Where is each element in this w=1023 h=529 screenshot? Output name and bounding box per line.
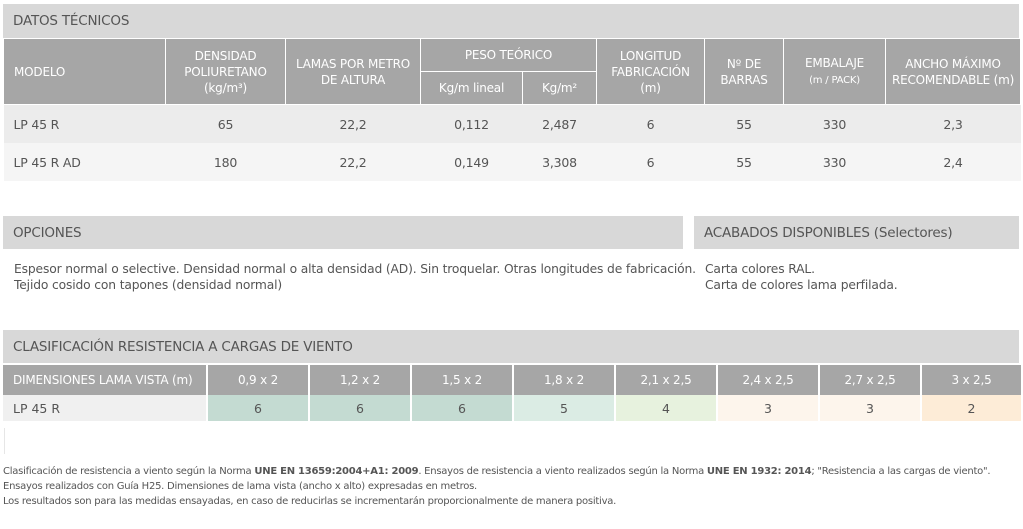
- cell-kg-lineal: 0,112: [421, 105, 523, 144]
- col-modelo: MODELO: [4, 39, 166, 105]
- divider: [4, 428, 5, 454]
- col-densidad: DENSIDAD POLIURETANO (kg/m³): [166, 39, 286, 105]
- options-text: [14, 261, 696, 293]
- wind-class-cell: 2: [921, 395, 1021, 421]
- wind-title: CLASIFICACIÓN RESISTENCIA A CARGAS DE VIENTO: [13, 338, 353, 355]
- col-lamas: LAMAS POR METRO DE ALTURA: [286, 39, 421, 105]
- footnote-standard: UNE EN 1932: 2014: [706, 466, 812, 477]
- wind-dimension: 1,8 x 2: [513, 365, 615, 395]
- cell-barras: 55: [705, 143, 784, 181]
- cell-embalaje: 330: [784, 105, 886, 144]
- table-row: [4, 143, 1021, 181]
- table-row: [4, 105, 1021, 144]
- wind-dimension: 1,2 x 2: [309, 365, 411, 395]
- embalaje-label: EMBALAJE: [804, 55, 865, 70]
- wind-class-cell: 3: [819, 395, 921, 421]
- table-row: [3, 395, 1021, 421]
- tech-table: [3, 38, 1021, 181]
- col-peso: PESO TEÓRICO: [421, 39, 597, 72]
- wind-class-cell: 4: [615, 395, 717, 421]
- footnotes: [3, 464, 990, 509]
- col-ancho: ANCHO MÁXIMO RECOMENDABLE (m): [886, 39, 1021, 105]
- wind-section-title: [3, 330, 1019, 363]
- footnote-line: Ensayos realizados con Guía H25. Dimensiones de lama vista (ancho x alto) expresadas en metros.: [3, 481, 477, 492]
- finishes-text: [705, 261, 898, 293]
- cell-lamas: 22,2: [286, 105, 421, 144]
- cell-densidad: 65: [166, 105, 286, 144]
- footnote-line: [3, 464, 990, 479]
- finishes-section-title: [694, 216, 1019, 249]
- col-longitud: LONGITUD FABRICACIÓN (m): [597, 39, 705, 105]
- footnote-text: . Ensayos de resistencia a viento realizados según la Norma: [418, 466, 707, 477]
- col-embalaje: [784, 39, 886, 105]
- cell-densidad: 180: [166, 143, 286, 181]
- cell-longitud: 6: [597, 143, 705, 181]
- wind-class-cell: 6: [309, 395, 411, 421]
- col-kg-m2: Kg/m²: [523, 72, 597, 105]
- footnote-standard: UNE EN 13659:2004+A1: 2009: [254, 466, 419, 477]
- wind-class-cell: 6: [207, 395, 309, 421]
- wind-row-label: LP 45 R: [3, 395, 207, 421]
- cell-longitud: 6: [597, 105, 705, 144]
- wind-dimension: 0,9 x 2: [207, 365, 309, 395]
- wind-class-cell: 6: [411, 395, 513, 421]
- wind-dimension: 2,7 x 2,5: [819, 365, 921, 395]
- cell-kg-m2: 3,308: [523, 143, 597, 181]
- cell-kg-lineal: 0,149: [421, 143, 523, 181]
- cell-barras: 55: [705, 105, 784, 144]
- wind-table: [3, 365, 1021, 421]
- options-line: Espesor normal o selective. Densidad normal o alta densidad (AD). Sin troquelar. Otras longitudes de fabricación.: [14, 262, 696, 276]
- footnote-text: Clasificación de resistencia a viento según la Norma: [3, 466, 255, 477]
- cell-ancho: 2,4: [886, 143, 1021, 181]
- footnote-line: Los resultados son para las medidas ensayadas, en caso de reducirlas se incrementarán proporcionalmente de manera positiva.: [3, 496, 617, 507]
- options-title: OPCIONES: [13, 224, 82, 241]
- tech-section-title: [3, 4, 1019, 38]
- finishes-title: ACABADOS DISPONIBLES (Selectores): [704, 224, 953, 241]
- wind-dimension: 3 x 2,5: [921, 365, 1021, 395]
- cell-kg-m2: 2,487: [523, 105, 597, 144]
- cell-lamas: 22,2: [286, 143, 421, 181]
- embalaje-unit: (m / PACK): [809, 74, 860, 86]
- cell-ancho: 2,3: [886, 105, 1021, 144]
- col-kg-lineal: Kg/m lineal: [421, 72, 523, 105]
- col-barras: Nº DE BARRAS: [705, 39, 784, 105]
- options-section-title: [3, 216, 683, 249]
- wind-dimension: 1,5 x 2: [411, 365, 513, 395]
- footnote-text: ; "Resistencia a las cargas de viento".: [811, 466, 991, 477]
- finishes-line: Carta de colores lama perfilada.: [705, 278, 898, 292]
- cell-modelo: LP 45 R: [4, 105, 166, 144]
- cell-embalaje: 330: [784, 143, 886, 181]
- wind-dimension: 2,1 x 2,5: [615, 365, 717, 395]
- wind-dimension: 2,4 x 2,5: [717, 365, 819, 395]
- options-line: Tejido cosido con tapones (densidad normal): [14, 278, 283, 292]
- wind-header-label: DIMENSIONES LAMA VISTA (m): [3, 365, 207, 395]
- tech-title: DATOS TÉCNICOS: [13, 13, 130, 29]
- wind-class-cell: 5: [513, 395, 615, 421]
- finishes-line: Carta colores RAL.: [705, 262, 815, 276]
- cell-modelo: LP 45 R AD: [4, 143, 166, 181]
- wind-class-cell: 3: [717, 395, 819, 421]
